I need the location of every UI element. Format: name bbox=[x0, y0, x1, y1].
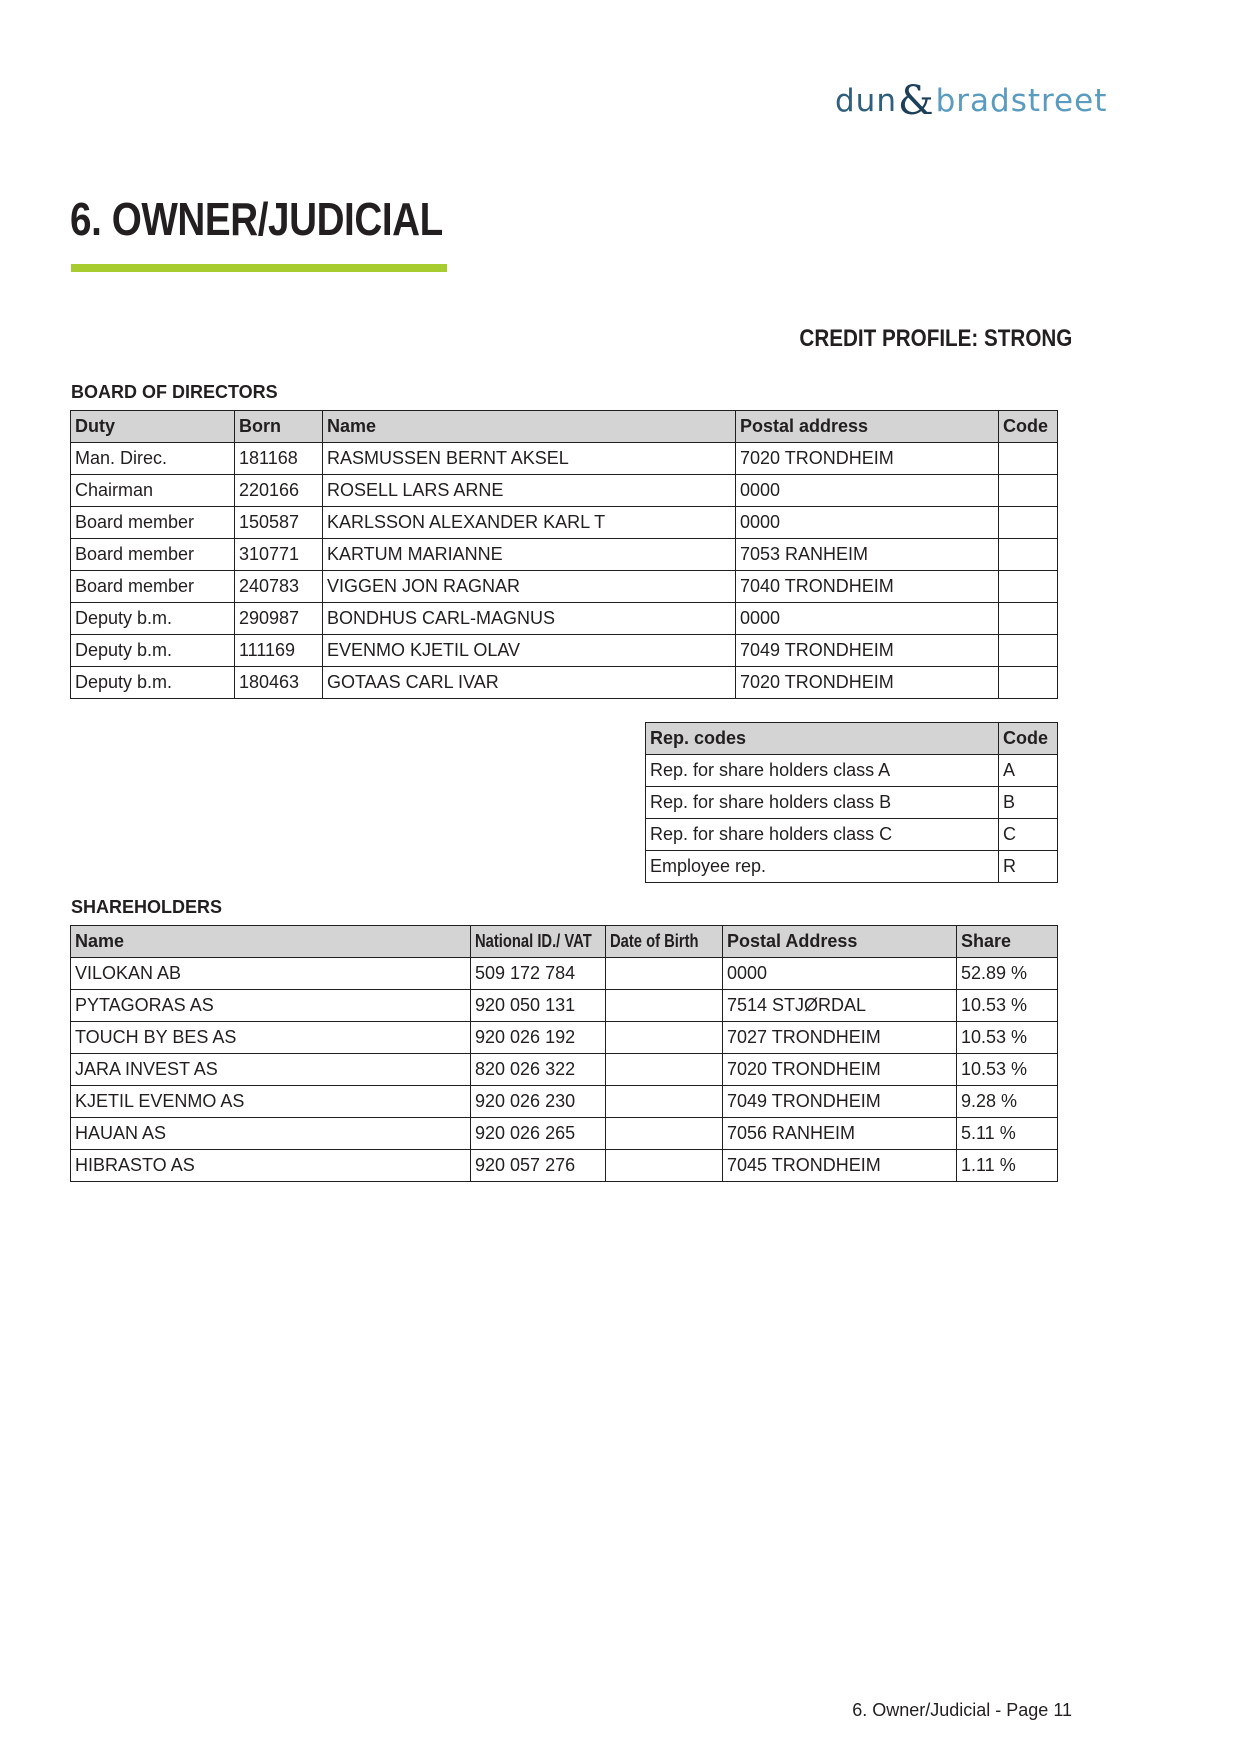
board-cell-duty: Board member bbox=[71, 539, 235, 571]
board-cell-code bbox=[999, 635, 1058, 667]
board-cell-duty: Man. Direc. bbox=[71, 443, 235, 475]
shareholders-cell-postal-address: 7049 TRONDHEIM bbox=[723, 1086, 957, 1118]
shareholders-cell-name: HIBRASTO AS bbox=[71, 1150, 471, 1182]
shareholders-cell-share: 5.11 % bbox=[957, 1118, 1058, 1150]
credit-profile-label: CREDIT PROFILE: STRONG bbox=[799, 325, 1072, 352]
board-cell-born: 310771 bbox=[235, 539, 323, 571]
shareholders-cell-name: VILOKAN AB bbox=[71, 958, 471, 990]
shareholders-row bbox=[71, 958, 1058, 990]
board-cell-name: RASMUSSEN BERNT AKSEL bbox=[323, 443, 736, 475]
shareholders-cell-date-of-birth bbox=[606, 1086, 723, 1118]
shareholders-cell-name: TOUCH BY BES AS bbox=[71, 1022, 471, 1054]
board-cell-duty: Chairman bbox=[71, 475, 235, 507]
board-cell-code bbox=[999, 507, 1058, 539]
shareholders-cell-postal-address: 7056 RANHEIM bbox=[723, 1118, 957, 1150]
board-cell-name: KARLSSON ALEXANDER KARL T bbox=[323, 507, 736, 539]
board-cell-code bbox=[999, 475, 1058, 507]
board-cell-born: 181168 bbox=[235, 443, 323, 475]
board-cell-born: 220166 bbox=[235, 475, 323, 507]
board-cell-code bbox=[999, 667, 1058, 699]
board-header-row bbox=[71, 411, 1058, 443]
board-cell-duty: Deputy b.m. bbox=[71, 603, 235, 635]
rep-codes-cell-label: Employee rep. bbox=[646, 851, 999, 883]
board-cell-code bbox=[999, 443, 1058, 475]
rep-codes-cell-code: R bbox=[999, 851, 1058, 883]
rep-codes-col-code: Code bbox=[999, 723, 1058, 755]
shareholders-cell-national-id: 920 050 131 bbox=[471, 990, 606, 1022]
rep-codes-col-label: Rep. codes bbox=[646, 723, 999, 755]
board-cell-name: KARTUM MARIANNE bbox=[323, 539, 736, 571]
board-col-duty: Duty bbox=[71, 411, 235, 443]
board-row bbox=[71, 571, 1058, 603]
board-row bbox=[71, 475, 1058, 507]
shareholders-cell-national-id: 820 026 322 bbox=[471, 1054, 606, 1086]
shareholders-col-postal-address: Postal Address bbox=[723, 926, 957, 958]
board-cell-duty: Deputy b.m. bbox=[71, 667, 235, 699]
shareholders-cell-share: 10.53 % bbox=[957, 1054, 1058, 1086]
shareholders-cell-date-of-birth bbox=[606, 958, 723, 990]
board-row bbox=[71, 443, 1058, 475]
rep-codes-cell-label: Rep. for share holders class A bbox=[646, 755, 999, 787]
shareholders-col-national-id-label: National ID./ VAT bbox=[475, 931, 592, 951]
board-cell-born: 150587 bbox=[235, 507, 323, 539]
rep-codes-table bbox=[645, 722, 1058, 883]
shareholders-cell-share: 9.28 % bbox=[957, 1086, 1058, 1118]
rep-codes-cell-code: A bbox=[999, 755, 1058, 787]
rep-codes-row bbox=[646, 755, 1058, 787]
shareholders-table bbox=[70, 925, 1058, 1182]
page-footer: 6. Owner/Judicial - Page 11 bbox=[852, 1700, 1072, 1720]
logo-text-bradstreet: bradstreet bbox=[935, 83, 1108, 119]
shareholders-cell-national-id: 920 057 276 bbox=[471, 1150, 606, 1182]
shareholders-row bbox=[71, 1054, 1058, 1086]
board-row bbox=[71, 507, 1058, 539]
title-underline bbox=[71, 264, 447, 272]
board-cell-postal-address: 7020 TRONDHEIM bbox=[736, 443, 999, 475]
board-cell-name: BONDHUS CARL-MAGNUS bbox=[323, 603, 736, 635]
shareholders-row bbox=[71, 1022, 1058, 1054]
shareholders-header-row bbox=[71, 926, 1058, 958]
shareholders-cell-national-id: 920 026 192 bbox=[471, 1022, 606, 1054]
shareholders-col-name: Name bbox=[71, 926, 471, 958]
board-cell-postal-address: 7040 TRONDHEIM bbox=[736, 571, 999, 603]
page-title: 6. OWNER/JUDICIAL bbox=[70, 193, 443, 245]
rep-codes-cell-label: Rep. for share holders class B bbox=[646, 787, 999, 819]
board-cell-postal-address: 7020 TRONDHEIM bbox=[736, 667, 999, 699]
board-cell-born: 180463 bbox=[235, 667, 323, 699]
rep-codes-cell-code: C bbox=[999, 819, 1058, 851]
shareholders-cell-postal-address: 0000 bbox=[723, 958, 957, 990]
shareholders-cell-national-id: 509 172 784 bbox=[471, 958, 606, 990]
board-cell-born: 290987 bbox=[235, 603, 323, 635]
board-col-postal-address: Postal address bbox=[736, 411, 999, 443]
shareholders-cell-postal-address: 7045 TRONDHEIM bbox=[723, 1150, 957, 1182]
board-cell-postal-address: 7053 RANHEIM bbox=[736, 539, 999, 571]
shareholders-row bbox=[71, 1150, 1058, 1182]
board-cell-postal-address: 7049 TRONDHEIM bbox=[736, 635, 999, 667]
board-heading: BOARD OF DIRECTORS bbox=[71, 382, 278, 402]
board-cell-duty: Board member bbox=[71, 507, 235, 539]
board-cell-code bbox=[999, 539, 1058, 571]
shareholders-cell-share: 10.53 % bbox=[957, 1022, 1058, 1054]
rep-codes-row bbox=[646, 819, 1058, 851]
shareholders-cell-share: 1.11 % bbox=[957, 1150, 1058, 1182]
shareholders-cell-postal-address: 7027 TRONDHEIM bbox=[723, 1022, 957, 1054]
rep-codes-cell-code: B bbox=[999, 787, 1058, 819]
shareholders-cell-name: JARA INVEST AS bbox=[71, 1054, 471, 1086]
shareholders-row bbox=[71, 990, 1058, 1022]
rep-codes-cell-label: Rep. for share holders class C bbox=[646, 819, 999, 851]
board-table bbox=[70, 410, 1058, 699]
shareholders-cell-date-of-birth bbox=[606, 1022, 723, 1054]
board-cell-duty: Deputy b.m. bbox=[71, 635, 235, 667]
rep-codes-row bbox=[646, 851, 1058, 883]
board-cell-name: ROSELL LARS ARNE bbox=[323, 475, 736, 507]
board-row bbox=[71, 539, 1058, 571]
board-cell-postal-address: 0000 bbox=[736, 507, 999, 539]
board-cell-code bbox=[999, 571, 1058, 603]
board-col-born: Born bbox=[235, 411, 323, 443]
board-col-name: Name bbox=[323, 411, 736, 443]
logo-ampersand: & bbox=[897, 78, 935, 124]
rep-codes-row bbox=[646, 787, 1058, 819]
shareholders-cell-postal-address: 7514 STJØRDAL bbox=[723, 990, 957, 1022]
logo-text-dun: dun bbox=[835, 83, 897, 119]
shareholders-cell-name: KJETIL EVENMO AS bbox=[71, 1086, 471, 1118]
board-cell-name: GOTAAS CARL IVAR bbox=[323, 667, 736, 699]
board-cell-born: 111169 bbox=[235, 635, 323, 667]
board-cell-code bbox=[999, 603, 1058, 635]
shareholders-cell-date-of-birth bbox=[606, 1150, 723, 1182]
board-row bbox=[71, 667, 1058, 699]
board-cell-born: 240783 bbox=[235, 571, 323, 603]
shareholders-cell-share: 52.89 % bbox=[957, 958, 1058, 990]
shareholders-cell-name: HAUAN AS bbox=[71, 1118, 471, 1150]
rep-codes-header-row bbox=[646, 723, 1058, 755]
shareholders-cell-share: 10.53 % bbox=[957, 990, 1058, 1022]
board-cell-duty: Board member bbox=[71, 571, 235, 603]
shareholders-cell-postal-address: 7020 TRONDHEIM bbox=[723, 1054, 957, 1086]
company-logo bbox=[835, 78, 1107, 124]
shareholders-cell-date-of-birth bbox=[606, 1054, 723, 1086]
shareholders-heading: SHAREHOLDERS bbox=[71, 897, 223, 917]
shareholders-cell-date-of-birth bbox=[606, 1118, 723, 1150]
shareholders-col-date-of-birth bbox=[606, 926, 723, 958]
board-row bbox=[71, 635, 1058, 667]
shareholders-row bbox=[71, 1118, 1058, 1150]
shareholders-cell-date-of-birth bbox=[606, 990, 723, 1022]
shareholders-row bbox=[71, 1086, 1058, 1118]
shareholders-col-national-id bbox=[471, 926, 606, 958]
shareholders-cell-national-id: 920 026 265 bbox=[471, 1118, 606, 1150]
shareholders-col-share: Share bbox=[957, 926, 1058, 958]
shareholders-cell-national-id: 920 026 230 bbox=[471, 1086, 606, 1118]
shareholders-cell-name: PYTAGORAS AS bbox=[71, 990, 471, 1022]
board-cell-postal-address: 0000 bbox=[736, 475, 999, 507]
board-row bbox=[71, 603, 1058, 635]
shareholders-col-date-of-birth-label: Date of Birth bbox=[610, 931, 699, 951]
board-cell-name: EVENMO KJETIL OLAV bbox=[323, 635, 736, 667]
board-cell-postal-address: 0000 bbox=[736, 603, 999, 635]
board-col-code: Code bbox=[999, 411, 1058, 443]
board-cell-name: VIGGEN JON RAGNAR bbox=[323, 571, 736, 603]
